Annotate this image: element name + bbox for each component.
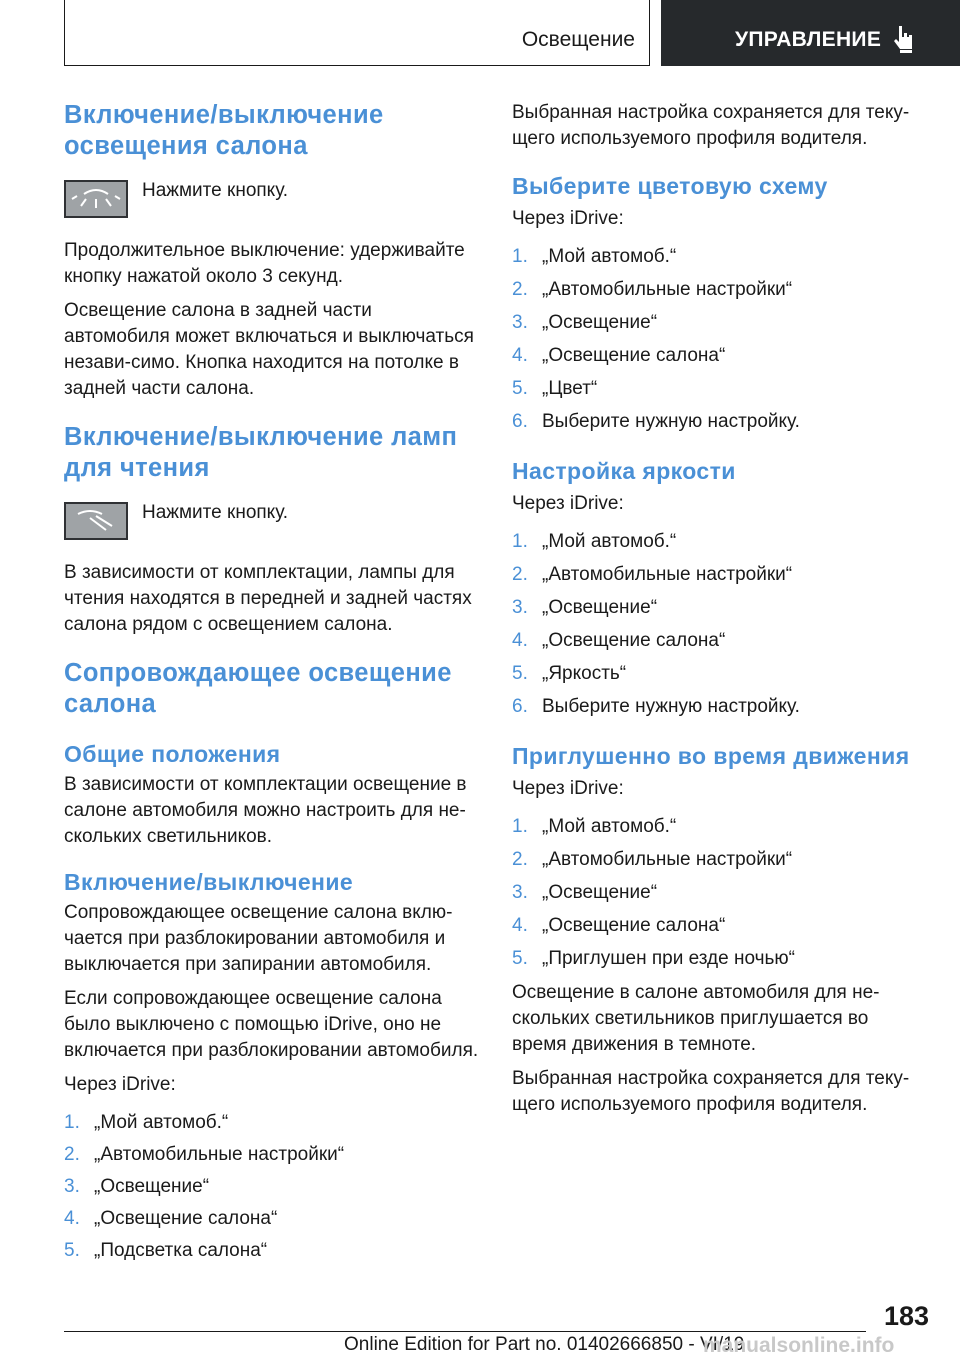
list-item: 4. „Освещение салона“ <box>512 915 726 936</box>
list-item: 1. „Мой автомоб.“ <box>512 816 677 837</box>
via-idrive-text: Через iDrive: <box>512 493 624 514</box>
heading-on-off: Включение/выключение <box>64 869 354 895</box>
list-item: 2. „Автомобильные настройки“ <box>512 849 793 870</box>
list-item: 4. „Освещение салона“ <box>64 1208 278 1229</box>
via-idrive-text: Через iDrive: <box>512 778 624 799</box>
press-button-text: Нажмите кнопку. <box>142 180 289 201</box>
list-item: 2. „Автомобильные настройки“ <box>64 1144 345 1165</box>
paragraph: Освещение салона в задней части автомобиля может включаться и выключаться незави-симо. Кнопка находится на потолке в задней части салона. <box>64 300 474 399</box>
list-item: 3. „Освещение“ <box>512 312 658 333</box>
heading-color-scheme: Выберите цветовую схему <box>512 173 828 199</box>
interior-light-instruction <box>64 180 480 238</box>
steps-list-color <box>512 244 928 435</box>
list-item: 5. „Приглушен при езде ночью“ <box>512 948 795 969</box>
footer-divider <box>64 1331 866 1332</box>
watermark: manualsonline.info <box>703 1334 895 1357</box>
paragraph: Сопровождающее освещение салона вклю-чается при разблокировании автомобиля и выключается при запирании автомобиля. <box>64 902 453 975</box>
list-item: 4. „Освещение салона“ <box>512 630 726 651</box>
list-item: 4. „Освещение салона“ <box>512 345 726 366</box>
list-item: 1. „Мой автомоб.“ <box>512 246 677 267</box>
paragraph: Продолжительное выключение: удерживайте кнопку нажатой около 3 секунд. <box>64 240 465 287</box>
press-button-text: Нажмите кнопку. <box>142 502 289 523</box>
list-item: 5. „Цвет“ <box>512 378 598 399</box>
header-chapter-tab <box>661 0 960 66</box>
page-number: 183 <box>884 1301 930 1331</box>
paragraph: Если сопровождающее освещение салона было выключено с помощью iDrive, оно не включается при разблокировании автомобиля. <box>64 988 479 1061</box>
heading-brightness: Настройка яркости <box>512 458 736 484</box>
header-chapter-title: УПРАВЛЕНИЕ <box>735 28 882 51</box>
paragraph: Выбранная настройка сохраняется для теку-щего используемого профиля водителя. <box>512 1068 910 1115</box>
list-item: 2. „Автомобильные настройки“ <box>512 279 793 300</box>
list-item: 3. „Освещение“ <box>512 882 658 903</box>
list-item: 3. „Освещение“ <box>512 597 658 618</box>
list-item: 1. „Мой автомоб.“ <box>64 1112 229 1133</box>
heading-general: Общие положения <box>64 741 281 767</box>
footer-edition: Online Edition for Part no. 01402666850 - VI/19 <box>344 1334 745 1355</box>
header-section-title: Освещение <box>521 28 635 51</box>
paragraph: Освещение в салоне автомобиля для не-скольких светильников приглушается во время движения в темноте. <box>512 982 880 1055</box>
reading-light-instruction <box>64 502 480 560</box>
list-item: 5. „Подсветка салона“ <box>64 1240 268 1261</box>
paragraph: В зависимости от комплектации освещение в салоне автомобиля можно настроить для не-скольких светильников. <box>64 774 467 847</box>
right-column <box>512 100 928 1118</box>
paragraph: Выбранная настройка сохраняется для теку-щего используемого профиля водителя. <box>512 102 910 149</box>
hand-pointer-icon <box>892 24 916 54</box>
interior-light-button-icon <box>64 180 128 218</box>
via-idrive-text: Через iDrive: <box>64 1074 176 1095</box>
steps-list-dim <box>512 814 928 972</box>
header-section-tab <box>64 0 650 66</box>
list-item: 6. Выберите нужную настройку. <box>512 696 800 717</box>
list-item: 5. „Яркость“ <box>512 663 627 684</box>
list-item: 1. „Мой автомоб.“ <box>512 531 677 552</box>
list-item: 3. „Освещение“ <box>64 1176 210 1197</box>
left-column <box>64 100 480 1264</box>
heading-interior-light: Включение/выключение освещения салона <box>64 101 384 160</box>
reading-light-button-icon <box>64 502 128 540</box>
list-item: 2. „Автомобильные настройки“ <box>512 564 793 585</box>
steps-list-brightness <box>512 529 928 720</box>
heading-ambient-light: Сопровождающее освещение салона <box>64 659 452 718</box>
list-item: 6. Выберите нужную настройку. <box>512 411 800 432</box>
heading-dim-while-driving: Приглушенно во время движения <box>512 743 910 769</box>
steps-list <box>64 1110 480 1264</box>
via-idrive-text: Через iDrive: <box>512 208 624 229</box>
heading-reading-lights: Включение/выключение ламп для чтения <box>64 423 458 482</box>
paragraph: В зависимости от комплектации, лампы для чтения находятся в передней и задней частях салона рядом с освещением салона. <box>64 562 472 635</box>
